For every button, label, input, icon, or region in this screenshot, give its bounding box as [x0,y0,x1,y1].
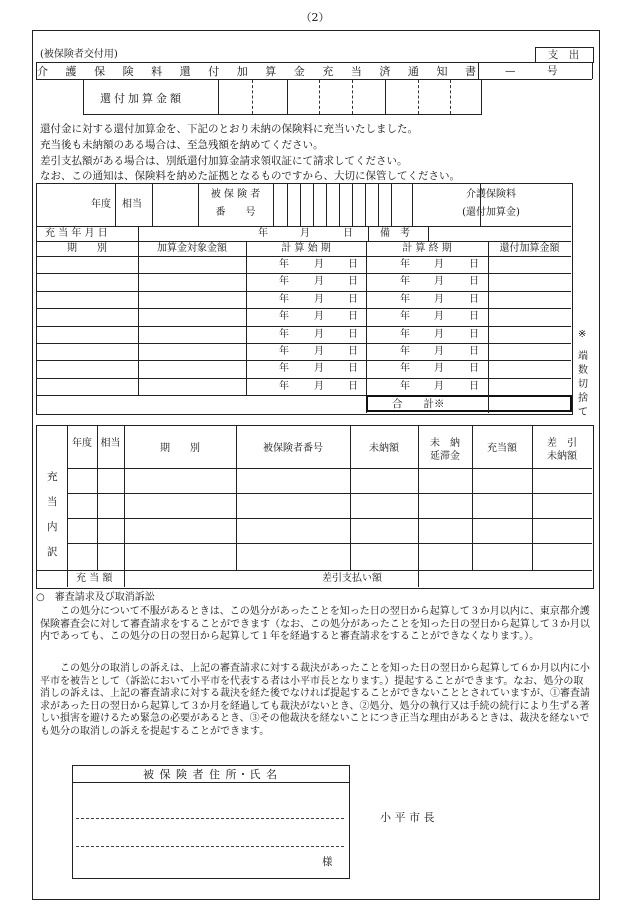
date-cell: 月 [314,328,324,340]
title-char: 付 [208,65,220,78]
date-cell: 年 [279,276,289,288]
title-char: 料 [151,65,163,78]
header-refund-amount: 還付加算金額 [499,243,560,254]
title-char: 通 [407,65,419,78]
title-char: 算 [265,65,277,78]
date-cell: 年 [400,363,410,375]
header-target-amount: 加算金対象金額 [157,243,227,254]
page-number: （2） [300,11,330,24]
net-payment-label: 差引支払い額 [322,573,382,584]
date-cell: 月 [434,380,444,392]
year-label: 年度 [91,199,111,210]
date-cell: 日 [469,293,479,305]
title-char: 当 [350,65,362,78]
lower-header-period: 期 別 [160,443,200,454]
date-cell: 日 [469,259,479,270]
date-cell: 年 [279,346,289,357]
date-cell: 年 [400,293,410,305]
date-cell: 月 [314,259,324,270]
breakdown-label-char: 内 [47,521,58,533]
copy-label: (被保険者交付用) [40,49,118,60]
allocation-month: 月 [300,228,310,239]
refund-amount-label: 還付加算金額 [100,92,184,105]
title-char: 加 [236,65,248,78]
date-cell: 年 [279,311,289,323]
date-cell: 年 [279,259,289,270]
date-cell: 年 [279,363,289,375]
date-cell: 年 [400,380,410,392]
allocated-amount-label: 充 当 額 [76,573,113,584]
lower-header-insured-number: 被保険者番号 [263,443,323,454]
total-label: 合 計※ [392,398,445,410]
date-cell: 月 [314,363,324,375]
date-cell: 月 [434,328,444,340]
date-cell: 日 [469,328,479,340]
date-cell: 日 [348,311,358,323]
header-calc-end: 計 算 終 期 [402,243,452,254]
title-char: 保 [94,65,106,78]
rounding-note-char: て [578,407,588,418]
date-cell: 年 [400,311,410,323]
intro-line-1: 還付金に対する還付加算金を、下記のとおり未納の保険料に充当いたしました。 [40,123,418,135]
allocation-day: 日 [343,228,353,239]
title-char: 護 [65,65,77,78]
breakdown-label-char: 当 [47,496,58,508]
title-char: 充 [322,65,334,78]
lower-header-arrears: 未 納 延滞金 [430,438,460,462]
date-cell: 日 [469,380,479,392]
payment-label: 支 出 [547,49,580,61]
lower-header-net-unpaid: 差 引 未納額 [547,438,577,462]
breakdown-label-char: 充 [47,471,58,483]
title-char: 険 [122,65,134,78]
title-char: 還 [179,65,191,78]
date-cell: 年 [279,328,289,340]
date-cell: 日 [469,311,479,323]
date-cell: 月 [434,346,444,357]
appeal-heading: ○ 審査請求及び取消訴訟 [36,592,155,603]
insured-label-2: 番 号 [215,207,256,218]
date-cell: 日 [348,276,358,288]
rounding-note-char: ※ [578,329,587,340]
date-cell: 日 [348,328,358,340]
date-cell: 年 [400,259,410,270]
breakdown-label-char: 訳 [47,546,58,558]
header-calc-start: 計 算 始 期 [281,243,331,254]
date-cell: 月 [314,311,324,323]
intro-line-4: なお、この通知は、保険料を納めた証拠となるものですから、大切に保管してください。 [40,170,460,182]
premium-label-2: (還付加算金) [462,207,520,218]
rounding-note-char: 捨 [578,393,588,404]
document-number: — 号 [505,65,558,77]
remarks-label: 備 考 [380,228,410,239]
date-cell: 日 [469,346,479,357]
rounding-note-char: 端 [578,351,588,362]
rounding-note-char: 切 [578,379,588,390]
date-cell: 日 [348,259,358,270]
appeal-paragraph-2: この処分の取消しの訴えは、上記の審査請求に対する裁決があったことを知った日の翌日から起算して６か月以内に小平市を被告として（訴訟において小平市を代表する者は小平市長となります。）提起することができます。なお、処分の取消しの訴えは、上記の審査請求に対する裁決を経た後でなければ提起することができないこととされていますが、①審査請求があった日の翌日から起算して３か月を経過しても裁決がないとき、②処分、処分の執行又は手続の続行により生ずる著しい損害を避けるため緊急の必要があるとき、③その他裁決を経ないことにつき正当な理由があるときは、裁決を経ないでも処分の取消しの訴えを提起することができます。 [40,663,590,737]
header-period: 期 別 [67,243,107,254]
date-cell: 日 [469,363,479,375]
insured-label-1: 被 保 険 者 [210,189,261,200]
date-cell: 月 [314,293,324,305]
date-cell: 日 [348,293,358,305]
date-cell: 月 [434,363,444,375]
date-cell: 月 [314,346,324,357]
date-cell: 月 [434,293,444,305]
date-cell: 日 [348,363,358,375]
appeal-paragraph-1: この処分について不服があるときは、この処分があったことを知った日の翌日から起算して３か月以内に、東京都介護保険審査会に対して審査請求をすることができます（なお、この処分があったことを知った日の翌日から起算して３か月以内であっても、この処分の日の翌日から起算して１年を経過すると審査請求をすることができなくなります。）。 [40,606,590,642]
date-cell: 年 [279,380,289,392]
title-char: 金 [293,65,305,78]
equivalent-label: 相当 [122,199,142,210]
address-box-title: 被 保 険 者 住 所・氏 名 [143,768,278,781]
date-cell: 日 [469,276,479,288]
date-cell: 年 [400,328,410,340]
date-cell: 日 [348,346,358,357]
date-cell: 年 [400,346,410,357]
intro-line-2: 充当後も未納額のある場合は、至急残額を納めてください。 [40,139,324,151]
rounding-note-char: 数 [578,365,588,376]
title-char: 知 [436,65,448,78]
mayor-label: 小 平 市 長 [380,811,435,824]
date-cell: 月 [314,380,324,392]
lower-header-unpaid: 未納額 [369,443,399,454]
date-cell: 月 [434,259,444,270]
date-cell: 月 [314,276,324,288]
allocation-date-label: 充 当 年 月 日 [45,228,108,239]
lower-header-equivalent: 相当 [100,438,121,449]
premium-label-1: 介護保険料 [466,189,516,200]
allocation-year: 年 [258,228,268,239]
title-char: 書 [465,65,476,78]
date-cell: 月 [434,311,444,323]
lower-header-year: 年度 [72,438,92,449]
intro-line-3: 差引支払額がある場合は、別紙還付加算金請求領収証にて請求してください。 [40,155,408,167]
honorific: 様 [322,856,333,868]
title-char: 介 [37,65,48,78]
date-cell: 月 [434,276,444,288]
date-cell: 年 [400,276,410,288]
lower-header-allocated: 充当額 [487,443,517,454]
date-cell: 日 [348,380,358,392]
date-cell: 年 [279,293,289,305]
title-char: 済 [379,65,391,78]
